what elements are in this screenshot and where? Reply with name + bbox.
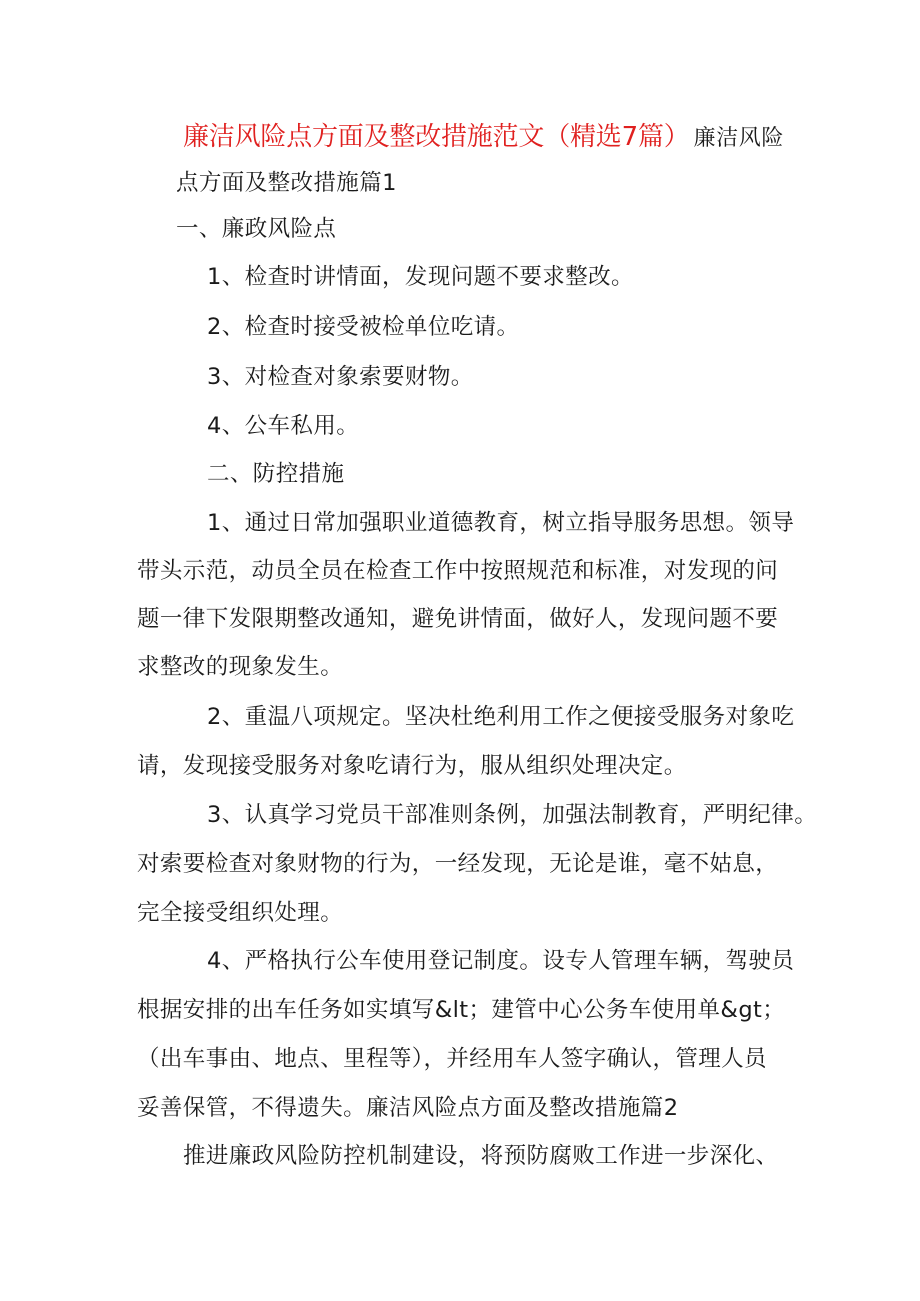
measure-1-line: 带头示范，动员全员在检查工作中按照规范和标准，对发现的问 [137, 558, 779, 584]
measure-3-line: 对索要检查对象财物的行为，一经发现，无论是谁，毫不姑息， [137, 851, 779, 877]
measure-4-line: 根据安排的出车任务如实填写&lt；建管中心公务车使用单&gt； [137, 997, 786, 1023]
measure-1-line: 求整改的现象发生。 [137, 654, 344, 680]
measure-1-line: 1、通过日常加强职业道德教育，树立指导服务思想。领导 [207, 510, 795, 536]
risk-item: 2、检查时接受被检单位吃请。 [207, 314, 520, 340]
title-red-text: 廉洁风险点方面及整改措施范文（精选7篇） [183, 122, 690, 152]
measure-3-line: 完全接受组织处理。 [137, 900, 344, 926]
measure-2-line: 2、重温八项规定。坚决杜绝利用工作之便接受服务对象吃 [207, 704, 795, 730]
heading-risk-points: 一、廉政风险点 [176, 216, 337, 242]
paragraph-line: 推进廉政风险防控机制建设，将预防腐败工作进一步深化、 [183, 1143, 779, 1169]
measure-2-line: 请，发现接受服务对象吃请行为，服从组织处理决定。 [137, 753, 687, 779]
risk-item: 3、对检查对象索要财物。 [207, 364, 474, 390]
heading-control-measures: 二、防控措施 [207, 461, 345, 487]
title-black-tail: 廉洁风险 [693, 126, 784, 151]
measure-4-line: 妥善保管，不得遗失。廉洁风险点方面及整改措施篇2 [137, 1095, 679, 1121]
risk-item: 1、检查时讲情面，发现问题不要求整改。 [207, 264, 634, 290]
measure-3-line: 3、认真学习党员干部准则条例，加强法制教育，严明纪律。 [207, 802, 818, 828]
title-continuation: 点方面及整改措施篇1 [176, 170, 397, 196]
measure-4-line: 4、严格执行公车使用登记制度。设专人管理车辆，驾驶员 [207, 948, 795, 974]
measure-1-line: 题一律下发限期整改通知，避免讲情面，做好人，发现问题不要 [137, 606, 779, 632]
risk-item: 4、公车私用。 [207, 413, 360, 439]
document-title [183, 120, 784, 157]
measure-4-line: （出车事由、地点、里程等），并经用车人签字确认，管理人员 [137, 1046, 767, 1072]
